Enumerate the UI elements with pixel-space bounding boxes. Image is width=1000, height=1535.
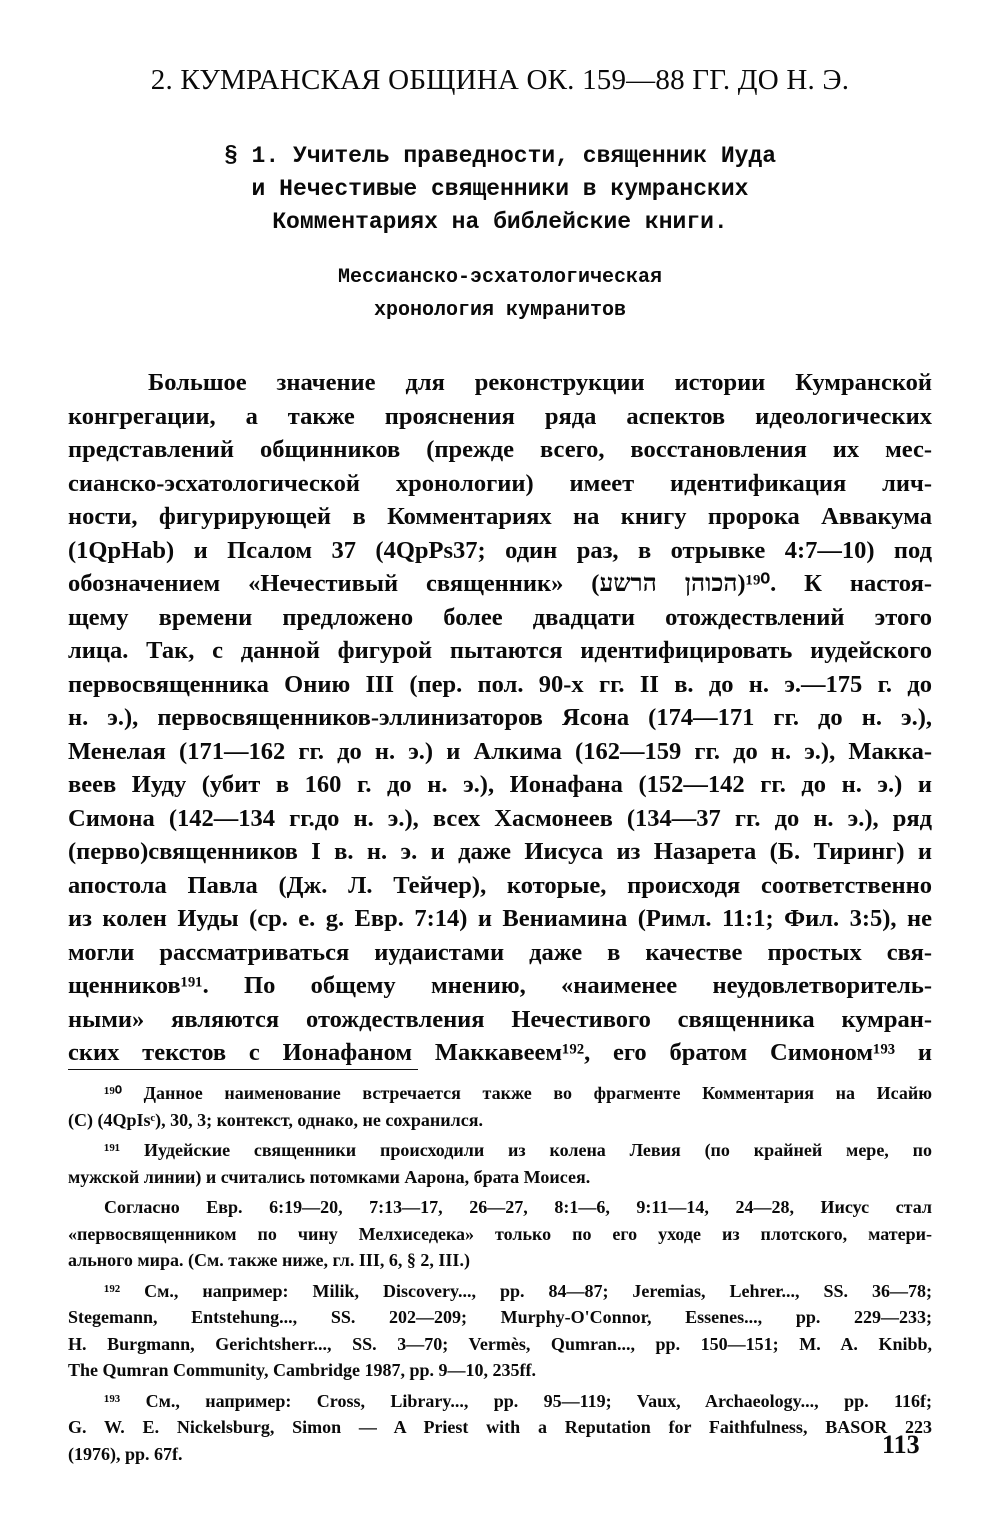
footnote-separator bbox=[68, 1069, 418, 1070]
footnote-line: ¹⁹¹ Иудейские священники происходили из колена Левия (по крайней мере, по bbox=[104, 1140, 932, 1160]
text-line: н. э.), первосвященников-эллинизаторов Ясона (174—171 гг. до н. э.), bbox=[68, 704, 932, 731]
footnote-193 bbox=[68, 1388, 932, 1468]
text-line: представлений общинников (прежде всего, восстановления их мес- bbox=[68, 436, 932, 463]
section-heading-line: и Нечестивые священники в кумранских bbox=[251, 176, 749, 202]
footnote-line: ¹⁹⁰ Данное наименование встречается также во фрагменте Комментария на Исайю bbox=[104, 1083, 932, 1103]
footnote-line: мужской линии) и считались потомками Аарона, брата Моисея. bbox=[68, 1166, 591, 1187]
footnote-line: Stegemann, Entstehung..., SS. 202—209; Murphy-O'Connor, Essenes..., pp. 229—233; bbox=[68, 1307, 932, 1327]
text-line: щему времени предложено более двадцати отождествлений этого bbox=[68, 603, 932, 631]
text-line: могли рассматриваться иудаистами даже в качестве простых свя- bbox=[68, 938, 932, 966]
text-line: из колен Иуды (ср. e. g. Евр. 7:14) и Вениамина (Римл. 11:1; Фил. 3:5), не bbox=[68, 905, 932, 932]
footnote-line: H. Burgmann, Gerichtsherr..., SS. 3—70; Vermès, Qumran..., pp. 150—151; M. A. Knibb, bbox=[68, 1333, 932, 1354]
chapter-title: 2. КУМРАНСКАЯ ОБЩИНА ОК. 159—88 ГГ. ДО Н. Э. bbox=[150, 64, 850, 96]
text-line: конгрегации, а также прояснения ряда аспектов идеологических bbox=[68, 402, 932, 430]
text-line: веев Иуду (убит в 160 г. до н. э.), Ионафана (152—142 гг. до н. э.) и bbox=[68, 771, 932, 798]
subsection-heading bbox=[200, 261, 800, 327]
footnote-line: The Qumran Community, Cambridge 1987, pp. 9—10, 235ff. bbox=[68, 1360, 537, 1380]
text-line: (1QpHab) и Псалом 37 (4QpPs37; один раз, в отрывке 4:7—10) под bbox=[68, 536, 932, 564]
page-number: 113 bbox=[882, 1430, 920, 1459]
footnote-line: ¹⁹² См., например: Milik, Discovery..., pp. 84—87; Jeremias, Lehrer..., SS. 36—78; bbox=[104, 1280, 932, 1301]
text-line: ными» являются отождествления Нечестивого священника кумран- bbox=[68, 1005, 932, 1033]
text-line: Менелая (171—162 гг. до н. э.) и Алкима (162—159 гг. до н. э.), Макка- bbox=[68, 737, 932, 765]
footnote-line: (C) (4QpIsᶜ), 30, 3; контекст, однако, не сохранился. bbox=[68, 1109, 483, 1130]
subsection-heading-line: Мессианско-эсхатологическая bbox=[337, 266, 663, 289]
footnote-191 bbox=[68, 1137, 932, 1190]
text-line: щенников¹⁹¹. По общему мнению, «наименее неудовлетворитель- bbox=[68, 972, 932, 999]
footnote-line: ¹⁹³ См., например: Cross, Library..., pp. 95—119; Vaux, Archaeology..., pp. 116f; bbox=[104, 1390, 932, 1411]
section-heading-line: § 1. Учитель праведности, священник Иуда bbox=[223, 143, 777, 169]
text-line: Большое значение для реконструкции истории Кумранской bbox=[148, 369, 932, 396]
footnotes bbox=[68, 1080, 932, 1471]
text-line: Симона (142—134 гг.до н. э.), всех Хасмонеев (134—37 гг. до н. э.), ряд bbox=[68, 804, 932, 832]
text-line: ских текстов с Ионафаном Маккавеем¹⁹², его братом Симоном¹⁹³ и bbox=[68, 1039, 932, 1066]
footnote-line: «первосвященником по чину Мелхиседека» только по его уходе из плотского, матери- bbox=[68, 1223, 932, 1244]
footnote-line: G. W. E. Nickelsburg, Simon — A Priest with a Reputation for Faithfulness, BASOR 223 bbox=[68, 1417, 932, 1437]
footnote-line: Согласно Евр. 6:19—20, 7:13—17, 26—27, 8:1—6, 9:11—14, 24—28, Иисус стал bbox=[104, 1197, 932, 1217]
text-line: лица. Так, с данной фигурой пытаются идентифицировать иудейского bbox=[68, 637, 932, 664]
footnote-191-continued bbox=[68, 1194, 932, 1274]
text-line: апостола Павла (Дж. Л. Тейчер), которые, происходя соответственно bbox=[68, 871, 932, 899]
footnote-190 bbox=[68, 1080, 932, 1133]
text-line: сианско-эсхатологической хронологии) имеет идентификация лич- bbox=[68, 469, 932, 497]
text-line: обозначением «Нечестивый священник» (הכוהן הרשע)¹⁹⁰. К настоя- bbox=[68, 570, 933, 597]
footnote-192 bbox=[68, 1278, 932, 1384]
main-text bbox=[68, 366, 932, 1070]
section-heading bbox=[110, 140, 890, 239]
section-heading-line: Комментариях на библейские книги. bbox=[272, 209, 728, 235]
text-line: ности, фигурирующей в Комментариях на книгу пророка Аввакума bbox=[68, 503, 932, 530]
footnote-line: (1976), pp. 67f. bbox=[68, 1443, 183, 1464]
text-line: первосвященника Онию III (пер. пол. 90-х гг. II в. до н. э.—175 г. до bbox=[68, 670, 932, 698]
footnote-line: ального мира. (См. также ниже, гл. III, 6, § 2, III.) bbox=[68, 1250, 470, 1270]
subsection-heading-line: хронология кумранитов bbox=[373, 299, 627, 322]
text-line: (перво)священников I в. н. э. и даже Иисуса из Назарета (Б. Тиринг) и bbox=[68, 838, 932, 865]
